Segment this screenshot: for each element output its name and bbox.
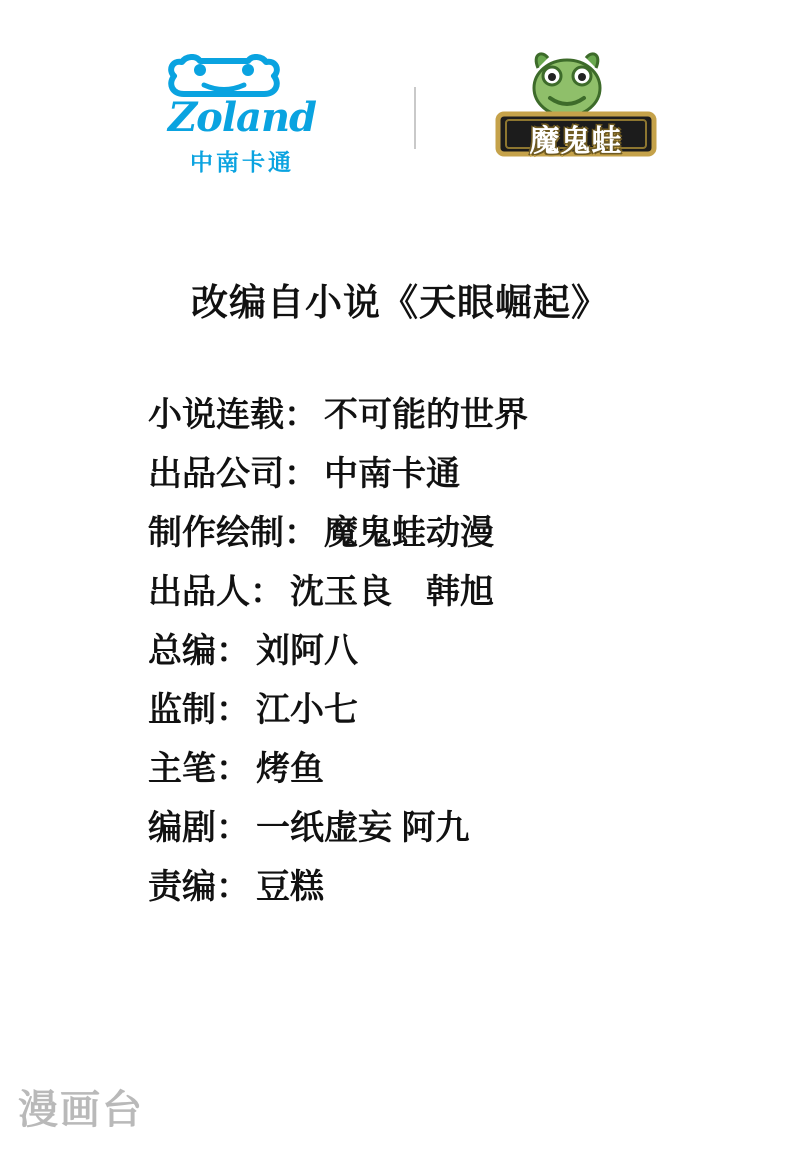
- credit-label: 编剧：: [148, 809, 250, 847]
- credit-value: 豆糕: [256, 868, 324, 906]
- credit-label: 监制：: [148, 691, 250, 729]
- credit-value: 魔鬼蛙动漫: [324, 514, 494, 552]
- devil-frog-logo: [476, 48, 676, 188]
- credit-row: [148, 681, 768, 740]
- credit-label: 主笔：: [148, 750, 250, 788]
- credit-label: 责编：: [148, 868, 250, 906]
- credit-value: 烤鱼: [256, 750, 324, 788]
- credit-label: 出品人：: [148, 573, 284, 611]
- zoland-logo: [124, 48, 354, 188]
- credit-value: 江小七: [256, 691, 358, 729]
- credit-value: 不可能的世界: [324, 396, 528, 434]
- zoland-wordmark: Zoland: [167, 93, 317, 141]
- credit-row: [148, 858, 768, 917]
- logo-divider: [414, 87, 416, 149]
- credit-row: [148, 622, 768, 681]
- credit-label: 出品公司：: [148, 455, 318, 493]
- credit-row: [148, 504, 768, 563]
- page-title: 改编自小说《天眼崛起》: [191, 282, 609, 323]
- credit-label: 小说连载：: [148, 396, 318, 434]
- credit-row: [148, 445, 768, 504]
- credit-row: [148, 799, 768, 858]
- credit-value: 一纸虚妄 阿九: [256, 809, 470, 847]
- logo-band: [0, 45, 800, 190]
- credit-value: 刘阿八: [256, 632, 358, 670]
- devil-frog-text: 魔鬼蛙: [529, 124, 623, 158]
- credit-label: 总编：: [148, 632, 250, 670]
- zoland-subtitle: 中南卡通: [190, 148, 294, 175]
- credit-row: [148, 740, 768, 799]
- credits-list: [148, 386, 768, 917]
- credit-value: 中南卡通: [324, 455, 460, 493]
- credit-value: 沈玉良 韩旭: [290, 573, 494, 611]
- credit-row: [148, 386, 768, 445]
- watermark: 漫画台: [18, 1088, 144, 1132]
- credit-row: [148, 563, 768, 622]
- credit-label: 制作绘制：: [148, 514, 318, 552]
